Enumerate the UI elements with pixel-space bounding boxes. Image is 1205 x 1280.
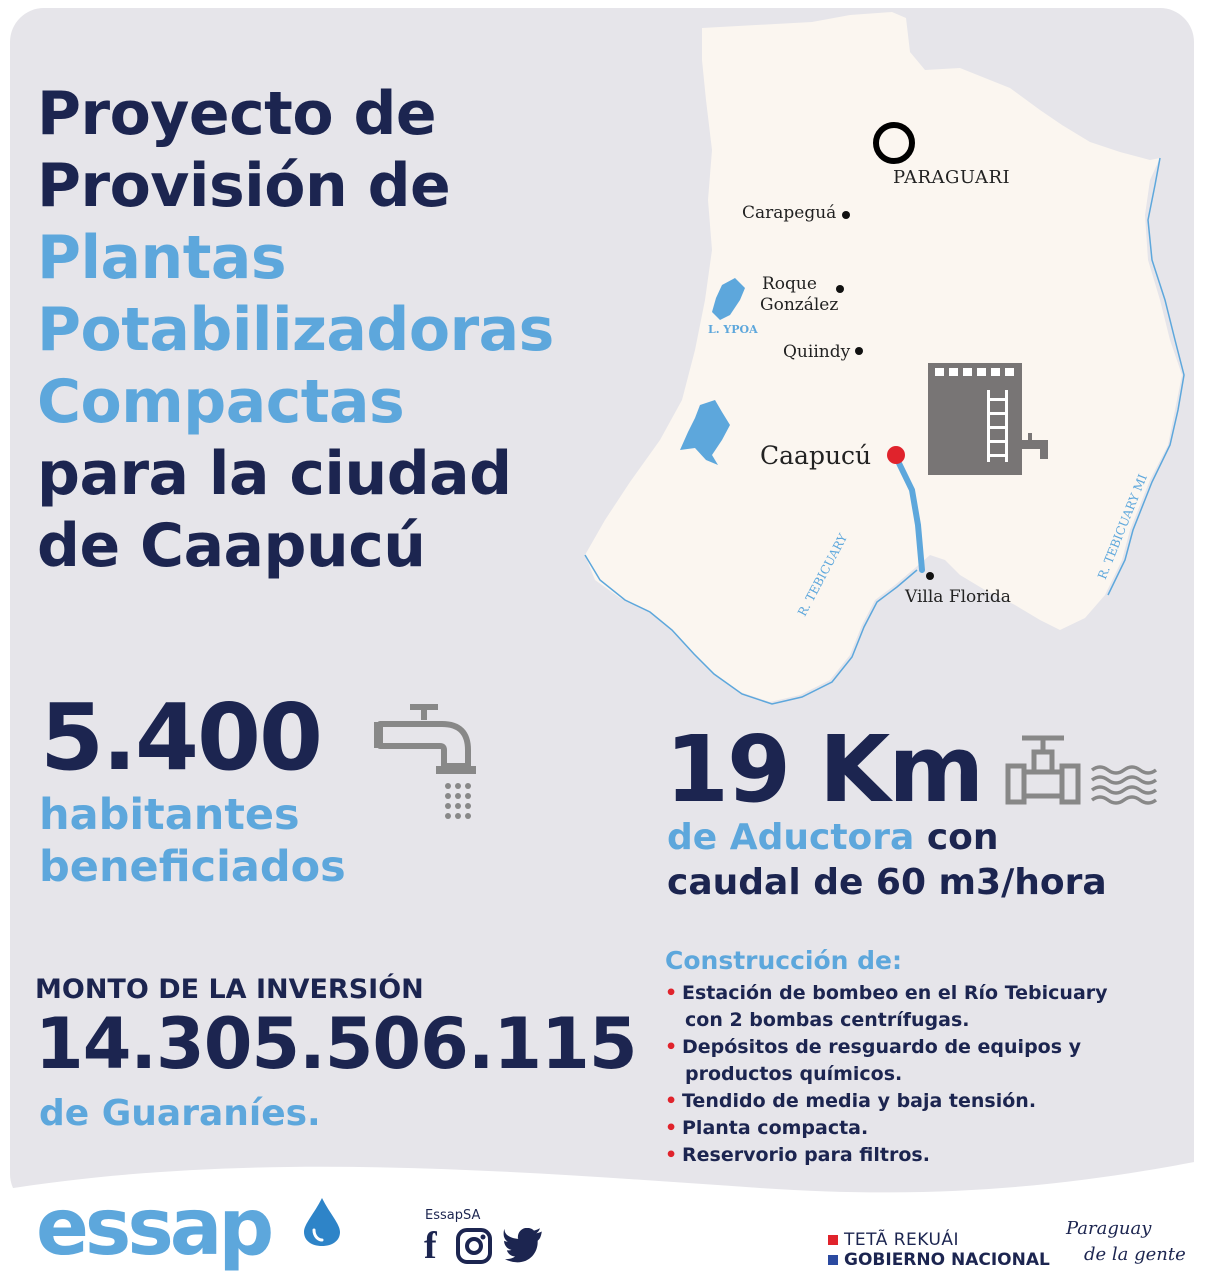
habitantes-number: 5.400	[40, 684, 322, 791]
map-label-gonzalez: González	[760, 295, 839, 315]
construction-item: • Estación de bombeo en el Río Tebicuary	[665, 980, 1108, 1007]
construction-item: • Reservorio para filtros.	[665, 1142, 1108, 1169]
instagram-icon[interactable]	[456, 1228, 492, 1264]
km-number: 19 Km	[665, 716, 983, 823]
map-label-paraguari: PARAGUARI	[893, 167, 1011, 188]
construction-item: • Planta compacta.	[665, 1115, 1108, 1142]
gov-flag-blue	[828, 1255, 838, 1265]
villa-florida-dot	[926, 572, 934, 580]
km-label-2: caudal de 60 m3/hora	[667, 862, 1107, 903]
title-line-1: Proyecto de	[37, 79, 437, 149]
km-label-1-blue: de Aductora	[667, 817, 915, 858]
map-label-river-tebicuary: R. TEBICUARY	[795, 531, 851, 619]
slogan-line-1: Paraguay	[1066, 1218, 1152, 1239]
slogan-line-2: de la gente	[1084, 1244, 1186, 1265]
map-label-roque: Roque	[762, 274, 817, 294]
construction-item-cont: productos químicos.	[685, 1063, 903, 1085]
pipe-valve-icon	[1000, 728, 1170, 808]
construction-item-cont: con 2 bombas centrífugas.	[685, 1009, 970, 1031]
title-line-3: Plantas	[37, 223, 287, 293]
map-label-river-tebicuary-mi: R. TEBICUARY MI	[1095, 472, 1150, 582]
construction-heading: Construcción de:	[665, 946, 903, 975]
km-label-1-navy: con	[914, 817, 999, 858]
km-label-1	[667, 816, 999, 860]
department-shape	[585, 12, 1182, 702]
habitantes-label-1: habitantes	[39, 790, 300, 840]
investment-currency: de Guaraníes.	[39, 1093, 321, 1134]
gov-line-1: TETÃ REKUÁI	[844, 1230, 960, 1250]
title-line-7: de Caapucú	[37, 511, 426, 581]
water-drop-icon	[300, 1196, 344, 1246]
title-line-4: Potabilizadoras	[37, 295, 554, 365]
caapucu-marker	[887, 446, 905, 464]
title-line-5: Compactas	[37, 367, 405, 437]
investment-amount: 14.305.506.115	[35, 1003, 637, 1085]
title-line-2: Provisión de	[37, 151, 451, 221]
map-label-villa-florida: Villa Florida	[905, 587, 1011, 607]
facebook-icon[interactable]: f	[424, 1225, 437, 1267]
map-label-quiindy: Quiindy	[783, 342, 851, 362]
investment-label: MONTO DE LA INVERSIÓN	[35, 974, 424, 1005]
faucet-icon	[372, 704, 482, 826]
gov-line-2: GOBIERNO NACIONAL	[844, 1250, 1050, 1270]
carapegua-dot	[842, 211, 850, 219]
title-line-6: para la ciudad	[37, 439, 512, 509]
roque-gonzalez-dot	[836, 285, 844, 293]
twitter-icon[interactable]	[502, 1228, 544, 1264]
map-label-caapucu: Caapucú	[760, 441, 872, 470]
quiindy-dot	[855, 347, 863, 355]
gov-flag-red	[828, 1235, 838, 1245]
map-label-carapegua: Carapeguá	[742, 203, 837, 223]
social-handle: EssapSA	[425, 1208, 481, 1223]
essap-logo: essap	[36, 1183, 271, 1273]
construction-item: • Tendido de media y baja tensión.	[665, 1088, 1108, 1115]
map-label-lake-ypoa: L. YPOA	[708, 323, 758, 336]
habitantes-label-2: beneficiados	[39, 842, 346, 892]
construction-item: • Depósitos de resguardo de equipos y	[665, 1034, 1108, 1061]
